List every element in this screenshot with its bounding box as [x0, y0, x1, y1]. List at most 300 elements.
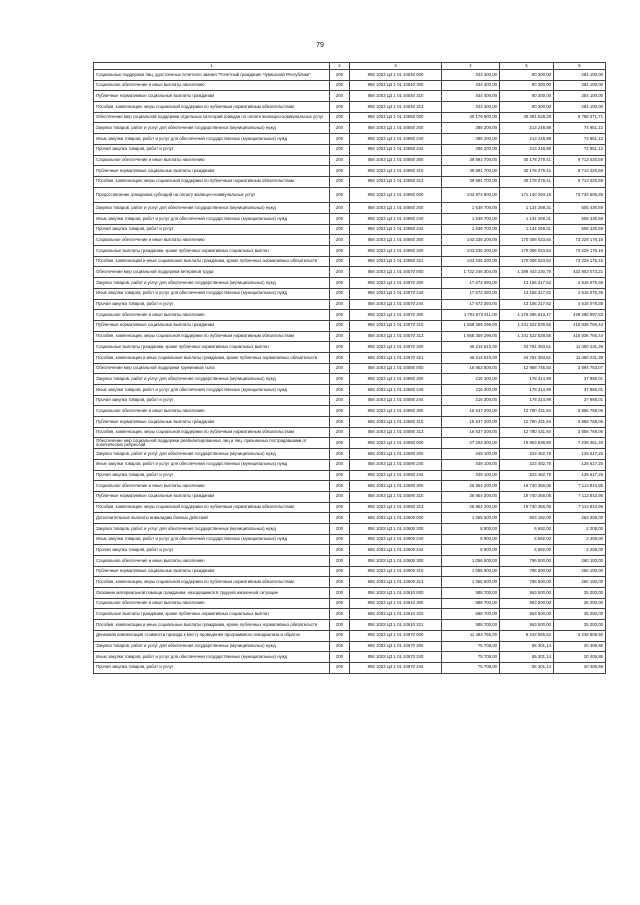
row-classification-code: 856 1003 Ц3 1 01 10560 300 [350, 235, 442, 246]
row-line-code: 200 [330, 363, 350, 374]
row-approved-amount: 588 700,00 [442, 620, 500, 631]
row-unexecuted-amount: 3 856 768,06 [554, 406, 606, 417]
row-description: Закупка товаров, работ и услуг для обеспечения государственных (муниципальных) нужд [94, 203, 330, 214]
row-unexecuted-amount: 4 516 075,38 [554, 299, 606, 310]
table-row [94, 459, 606, 470]
row-unexecuted-amount: 11 450 231,39 [554, 352, 606, 363]
row-executed-amount: 6 692,00 [500, 534, 554, 545]
row-unexecuted-amount: 254 100,00 [554, 91, 606, 102]
table-row [94, 438, 606, 449]
row-unexecuted-amount: 25 200,00 [554, 588, 606, 599]
row-description: Обеспечение мер социальной поддержки отдельных категорий граждан по оплате жилищно-коммунальных услуг [94, 112, 330, 123]
row-unexecuted-amount: 3 856 768,06 [554, 427, 606, 438]
row-classification-code: 856 1003 Ц3 1 01 10560 320 [350, 246, 442, 257]
row-unexecuted-amount: 3 249 809,50 [554, 630, 606, 641]
row-executed-amount: 19 963 838,80 [500, 438, 554, 449]
row-description: Иные закупки товаров, работ и услуг для обеспечения государственных (муниципальных) нужд [94, 288, 330, 299]
row-line-code: 200 [330, 620, 350, 631]
row-classification-code: 856 1003 Ц3 1 01 10580 244 [350, 395, 442, 406]
row-executed-amount: 30 178 279,41 [500, 166, 554, 177]
row-approved-amount: 349 100,00 [442, 449, 500, 460]
table-row [94, 449, 606, 460]
row-approved-amount: 17 672 393,00 [442, 288, 500, 299]
row-unexecuted-amount: 125 617,25 [554, 449, 606, 460]
row-executed-amount: 8 233 956,52 [500, 630, 554, 641]
row-description: Публичные нормативные социальные выплаты гражданам [94, 491, 330, 502]
row-approved-amount: 1 056 600,00 [442, 577, 500, 588]
row-approved-amount: 1 065 500,00 [442, 513, 500, 524]
row-approved-amount: 46 214 615,00 [442, 352, 500, 363]
row-description: Пособия, компенсации, меры социальной поддержки по публичным нормативным обязательствам [94, 331, 330, 342]
row-executed-amount: 90 300,00 [500, 80, 554, 91]
row-line-code: 200 [330, 374, 350, 385]
table-row [94, 406, 606, 417]
row-classification-code: 856 1003 Ц3 1 01 10600 200 [350, 523, 442, 534]
row-approved-amount: 1 639 700,00 [442, 224, 500, 235]
row-unexecuted-amount: 260 100,00 [554, 566, 606, 577]
row-description: Прочая закупка товаров, работ и услуг [94, 395, 330, 406]
row-executed-amount: 171 140 293,15 [500, 187, 554, 203]
table-row [94, 513, 606, 524]
table-row [94, 534, 606, 545]
row-line-code: 200 [330, 502, 350, 513]
row-description: Пособия, компенсации, меры социальной поддержки по публичным нормативным обязательствам [94, 102, 330, 113]
row-unexecuted-amount: 11 450 231,39 [554, 342, 606, 353]
row-line-code: 200 [330, 102, 350, 113]
row-classification-code: 856 1003 Ц3 1 01 10540 310 [350, 91, 442, 102]
row-unexecuted-amount: 9 713 420,59 [554, 155, 606, 166]
row-executed-amount: 1 289 443 230,79 [500, 267, 554, 278]
row-unexecuted-amount: 416 836 766,44 [554, 320, 606, 331]
row-description: Прочая закупка товаров, работ и услуг [94, 470, 330, 481]
row-line-code: 200 [330, 246, 350, 257]
table-body [94, 70, 606, 674]
row-approved-amount: 75 708,00 [442, 641, 500, 652]
col-header-approved: 4 [442, 63, 500, 70]
row-classification-code: 856 1003 Ц3 1 01 10570 000 [350, 267, 442, 278]
table-row [94, 588, 606, 599]
table-row [94, 491, 606, 502]
row-executed-amount: 55 301,14 [500, 662, 554, 673]
row-unexecuted-amount: 254 100,00 [554, 102, 606, 113]
row-classification-code: 856 1003 Ц3 1 01 10600 000 [350, 513, 442, 524]
row-approved-amount: 349 100,00 [442, 459, 500, 470]
row-line-code: 200 [330, 534, 350, 545]
row-approved-amount: 26 854 200,00 [442, 491, 500, 502]
table-row [94, 481, 606, 492]
row-classification-code: 856 1003 Ц3 1 01 10670 244 [350, 662, 442, 673]
row-line-code: 200 [330, 176, 350, 187]
row-approved-amount: 244 874 800,00 [442, 187, 500, 203]
row-classification-code: 856 1003 Ц3 1 01 10670 240 [350, 652, 442, 663]
row-line-code: 200 [330, 144, 350, 155]
row-description: Социальное обеспечение и иные выплаты населению [94, 481, 330, 492]
row-unexecuted-amount: 74 951,12 [554, 134, 606, 145]
row-description: Социальное обеспечение и иные выплаты населению [94, 155, 330, 166]
row-description: Прочая закупка товаров, работ и услуг [94, 545, 330, 556]
row-executed-amount: 170 006 023,84 [500, 256, 554, 267]
row-line-code: 200 [330, 91, 350, 102]
row-executed-amount: 13 156 317,62 [500, 299, 554, 310]
row-description: Прочая закупка товаров, работ и услуг [94, 144, 330, 155]
row-unexecuted-amount: 505 430,69 [554, 214, 606, 225]
row-description: Пособия, компенсации, меры социальной поддержки по публичным нормативным обязательствам [94, 577, 330, 588]
page-number: 79 [316, 42, 324, 49]
row-classification-code: 856 1003 Ц3 1 01 10550 000 [350, 112, 442, 123]
table-row [94, 256, 606, 267]
row-approved-amount: 288 200,00 [442, 123, 500, 134]
table-row [94, 620, 606, 631]
row-unexecuted-amount: 3 894 753,07 [554, 363, 606, 374]
table-row [94, 267, 606, 278]
table-row [94, 123, 606, 134]
col-header-classification-code: 3 [350, 63, 442, 70]
row-executed-amount: 213 248,88 [500, 134, 554, 145]
row-description: Прочая закупка товаров, работ и услуг [94, 662, 330, 673]
row-line-code: 200 [330, 256, 350, 267]
row-line-code: 200 [330, 80, 350, 91]
row-approved-amount: 344 400,00 [442, 80, 500, 91]
row-approved-amount: 46 214 615,00 [442, 342, 500, 353]
row-description: Социальные поддержка лиц, удостоенных почетного звания "Почетный гражданин Чувашской Республики" [94, 70, 330, 81]
row-executed-amount: 19 740 356,05 [500, 491, 554, 502]
row-classification-code: 856 1003 Ц3 1 01 10540 313 [350, 102, 442, 113]
table-row [94, 187, 606, 203]
row-classification-code: 856 1003 Ц3 1 01 10550 313 [350, 176, 442, 187]
row-description: Иные закупки товаров, работ и услуг для обеспечения государственных (муниципальных) нужд [94, 459, 330, 470]
budget-execution-table [93, 62, 606, 674]
row-unexecuted-amount: 505 430,69 [554, 203, 606, 214]
row-line-code: 200 [330, 123, 350, 134]
table-row [94, 566, 606, 577]
row-description: Прочая закупка товаров, работ и услуг [94, 299, 330, 310]
row-description: Иные закупки товаров, работ и услуг для обеспечения государственных (муниципальных) нужд [94, 652, 330, 663]
row-description: Обеспечение мер социальной поддержки ветеранов труда [94, 267, 330, 278]
row-line-code: 200 [330, 523, 350, 534]
row-line-code: 200 [330, 134, 350, 145]
row-unexecuted-amount: 254 100,00 [554, 70, 606, 81]
row-classification-code: 856 1003 Ц3 1 01 10580 310 [350, 417, 442, 428]
table-row [94, 112, 606, 123]
row-classification-code: 856 1003 Ц3 1 01 10570 240 [350, 288, 442, 299]
table-row [94, 102, 606, 113]
row-description: Публичные нормативные социальные выплаты гражданам [94, 166, 330, 177]
row-classification-code: 856 1003 Ц3 1 01 10580 200 [350, 374, 442, 385]
row-unexecuted-amount: 7 113 843,95 [554, 491, 606, 502]
row-executed-amount: 178 314,99 [500, 374, 554, 385]
row-description: Пособия, компенсации и иные социальные выплаты гражданам, кроме публичных нормативных обязательств [94, 256, 330, 267]
row-executed-amount: 34 764 383,61 [500, 352, 554, 363]
row-unexecuted-amount: 2 208,00 [554, 534, 606, 545]
row-line-code: 200 [330, 641, 350, 652]
row-description: Иные закупки товаров, работ и услуг для обеспечения государственных (муниципальных) нужд [94, 385, 330, 396]
row-executed-amount: 12 780 431,94 [500, 427, 554, 438]
table-row [94, 609, 606, 620]
row-description: Социальное обеспечение и иные выплаты населению [94, 406, 330, 417]
row-line-code: 200 [330, 166, 350, 177]
row-description: Обеспечение мер социальной поддержки реабилитированных лиц и лиц, признанных пострадавшими от политических репрессий [94, 438, 330, 449]
row-classification-code: 856 1003 Ц3 1 01 10550 300 [350, 155, 442, 166]
row-classification-code: 856 1003 Ц3 1 01 10610 000 [350, 588, 442, 599]
row-unexecuted-amount: 7 239 461,20 [554, 438, 606, 449]
row-executed-amount: 796 500,00 [500, 566, 554, 577]
row-line-code: 200 [330, 70, 350, 81]
row-approved-amount: 288 200,00 [442, 144, 500, 155]
table-row [94, 299, 606, 310]
row-classification-code: 856 1003 Ц3 1 01 10550 240 [350, 134, 442, 145]
row-line-code: 200 [330, 352, 350, 363]
col-header-line-code: 2 [330, 63, 350, 70]
row-approved-amount: 27 203 300,00 [442, 438, 500, 449]
row-unexecuted-amount: 73 229 176,16 [554, 246, 606, 257]
row-line-code: 200 [330, 224, 350, 235]
row-unexecuted-amount: 20 406,86 [554, 662, 606, 673]
row-approved-amount: 216 300,00 [442, 374, 500, 385]
row-line-code: 200 [330, 662, 350, 673]
row-executed-amount: 90 300,00 [500, 91, 554, 102]
row-executed-amount: 223 482,75 [500, 459, 554, 470]
row-approved-amount: 588 700,00 [442, 588, 500, 599]
table-row [94, 652, 606, 663]
row-line-code: 200 [330, 342, 350, 353]
row-line-code: 200 [330, 556, 350, 567]
row-line-code: 200 [330, 112, 350, 123]
row-line-code: 200 [330, 267, 350, 278]
row-description: Социальные выплаты гражданам, кроме публичных нормативных социальных выплат [94, 246, 330, 257]
row-approved-amount: 39 891 700,00 [442, 155, 500, 166]
row-approved-amount: 1 056 600,00 [442, 556, 500, 567]
row-description: Пособия, компенсации, меры социальной поддержки по публичным нормативным обязательствам [94, 176, 330, 187]
row-approved-amount: 243 235 200,00 [442, 246, 500, 257]
row-description: Социальные выплаты гражданам, кроме публичных нормативных социальных выплат [94, 609, 330, 620]
row-line-code: 200 [330, 203, 350, 214]
row-classification-code: 856 1003 Ц3 1 01 10600 300 [350, 556, 442, 567]
row-executed-amount: 12 958 746,93 [500, 363, 554, 374]
row-unexecuted-amount: 74 951,12 [554, 123, 606, 134]
row-line-code: 200 [330, 235, 350, 246]
row-executed-amount: 30 178 279,41 [500, 155, 554, 166]
row-unexecuted-amount: 505 430,69 [554, 224, 606, 235]
table-row [94, 352, 606, 363]
row-description: Предоставление гражданам субсидий на оплату жилищно-коммунальных услуг [94, 187, 330, 203]
row-approved-amount: 344 400,00 [442, 91, 500, 102]
col-header-description: 1 [94, 63, 330, 70]
table-row [94, 224, 606, 235]
row-line-code: 200 [330, 491, 350, 502]
row-unexecuted-amount: 254 100,00 [554, 80, 606, 91]
row-classification-code: 856 1003 Ц3 1 01 10570 321 [350, 352, 442, 363]
row-line-code: 200 [330, 481, 350, 492]
row-classification-code: 856 1003 Ц3 1 01 10580 300 [350, 406, 442, 417]
row-classification-code: 856 1003 Ц3 1 01 10570 244 [350, 299, 442, 310]
row-classification-code: 856 1003 Ц3 1 01 10590 240 [350, 459, 442, 470]
row-line-code: 200 [330, 278, 350, 289]
row-description: Социальное обеспечение и иные выплаты населению [94, 556, 330, 567]
table-row [94, 427, 606, 438]
row-executed-amount: 170 006 023,84 [500, 246, 554, 257]
row-classification-code: 856 1003 Ц3 1 01 10590 310 [350, 491, 442, 502]
row-approved-amount: 243 235 200,00 [442, 235, 500, 246]
row-line-code: 200 [330, 320, 350, 331]
row-unexecuted-amount: 73 734 506,85 [554, 187, 606, 203]
row-unexecuted-amount: 9 713 420,59 [554, 166, 606, 177]
row-line-code: 200 [330, 427, 350, 438]
row-description: Пособия, компенсации и иные социальные выплаты гражданам, кроме публичных нормативных обязательств [94, 352, 330, 363]
row-executed-amount: 13 156 317,62 [500, 288, 554, 299]
row-executed-amount: 30 391 528,29 [500, 112, 554, 123]
row-approved-amount: 1 639 700,00 [442, 214, 500, 225]
row-approved-amount: 1 056 600,00 [442, 566, 500, 577]
row-classification-code: 856 1003 Ц3 1 01 10570 310 [350, 320, 442, 331]
row-unexecuted-amount: 25 200,00 [554, 598, 606, 609]
row-classification-code: 856 1003 Ц3 1 01 10600 313 [350, 577, 442, 588]
row-executed-amount: 223 482,75 [500, 470, 554, 481]
row-approved-amount: 26 854 200,00 [442, 481, 500, 492]
row-approved-amount: 40 179 900,00 [442, 112, 500, 123]
table-row [94, 577, 606, 588]
table-row [94, 662, 606, 673]
row-description: Закупка товаров, работ и услуг для обеспечения государственных (муниципальных) нужд [94, 641, 330, 652]
row-approved-amount: 349 100,00 [442, 470, 500, 481]
row-classification-code: 856 1003 Ц3 1 01 10610 320 [350, 609, 442, 620]
row-classification-code: 856 1003 Ц3 1 01 10550 244 [350, 144, 442, 155]
row-classification-code: 856 1003 Ц3 1 01 10670 000 [350, 630, 442, 641]
row-description: Публичные нормативные социальные выплаты гражданам [94, 566, 330, 577]
table-row [94, 176, 606, 187]
row-executed-amount: 563 500,00 [500, 598, 554, 609]
row-classification-code: 856 1003 Ц3 1 01 10610 321 [350, 620, 442, 631]
row-approved-amount: 1 658 359 296,00 [442, 331, 500, 342]
row-unexecuted-amount: 4 516 075,38 [554, 278, 606, 289]
row-unexecuted-amount: 37 985,01 [554, 374, 606, 385]
row-description: Социальное обеспечение и иные выплаты населению [94, 80, 330, 91]
row-unexecuted-amount: 3 856 768,06 [554, 417, 606, 428]
row-line-code: 200 [330, 214, 350, 225]
row-unexecuted-amount: 262 308,00 [554, 513, 606, 524]
row-executed-amount: 178 314,99 [500, 385, 554, 396]
row-approved-amount: 8 900,00 [442, 523, 500, 534]
row-description: Закупка товаров, работ и услуг для обеспечения государственных (муниципальных) нужд [94, 123, 330, 134]
table-row [94, 246, 606, 257]
table-row [94, 470, 606, 481]
row-approved-amount: 588 700,00 [442, 598, 500, 609]
row-executed-amount: 796 500,00 [500, 556, 554, 567]
table-row [94, 556, 606, 567]
row-line-code: 200 [330, 598, 350, 609]
row-executed-amount: 90 300,00 [500, 102, 554, 113]
row-executed-amount: 19 740 356,05 [500, 481, 554, 492]
row-approved-amount: 39 891 700,00 [442, 176, 500, 187]
row-classification-code: 856 1003 Ц3 1 01 10580 000 [350, 363, 442, 374]
row-approved-amount: 588 700,00 [442, 609, 500, 620]
row-executed-amount: 12 780 431,94 [500, 417, 554, 428]
row-line-code: 200 [330, 513, 350, 524]
row-classification-code: 856 1003 Ц3 1 01 10560 321 [350, 256, 442, 267]
col-header-unexecuted: 6 [554, 63, 606, 70]
table-row [94, 641, 606, 652]
row-description: Закупка товаров, работ и услуг для обеспечения государственных (муниципальных) нужд [94, 523, 330, 534]
table-row [94, 134, 606, 145]
row-description: Обеспечение мер социальной поддержки тружеников тыла [94, 363, 330, 374]
row-classification-code: 856 1003 Ц3 1 01 10570 200 [350, 278, 442, 289]
row-unexecuted-amount: 9 713 420,59 [554, 176, 606, 187]
table-row [94, 342, 606, 353]
row-classification-code: 856 1003 Ц3 1 01 10600 310 [350, 566, 442, 577]
row-classification-code: 856 1003 Ц3 1 01 10600 244 [350, 545, 442, 556]
row-executed-amount: 803 192,00 [500, 513, 554, 524]
row-executed-amount: 6 692,00 [500, 545, 554, 556]
row-description: Иные закупки товаров, работ и услуг для обеспечения государственных (муниципальных) нужд [94, 134, 330, 145]
row-executed-amount: 1 134 269,31 [500, 214, 554, 225]
row-description: Оказание материальной помощи гражданам, находящимся в трудной жизненной ситуации [94, 588, 330, 599]
row-line-code: 200 [330, 566, 350, 577]
table-row [94, 630, 606, 641]
row-executed-amount: 6 692,00 [500, 523, 554, 534]
row-unexecuted-amount: 9 788 371,71 [554, 112, 606, 123]
row-description: Социальное обеспечение и иные выплаты населению [94, 235, 330, 246]
row-unexecuted-amount: 260 100,00 [554, 577, 606, 588]
row-description: Публичные нормативные социальные выплаты гражданам [94, 417, 330, 428]
row-line-code: 200 [330, 406, 350, 417]
row-description: Пособия, компенсации и иные социальные выплаты гражданам, кроме публичных нормативных обязательств [94, 620, 330, 631]
row-unexecuted-amount: 428 286 997,83 [554, 310, 606, 321]
row-line-code: 200 [330, 609, 350, 620]
table-row [94, 144, 606, 155]
row-line-code: 200 [330, 385, 350, 396]
row-line-code: 200 [330, 299, 350, 310]
row-classification-code: 856 1003 Ц3 1 01 10550 200 [350, 123, 442, 134]
col-header-executed: 5 [500, 63, 554, 70]
row-line-code: 200 [330, 449, 350, 460]
row-line-code: 200 [330, 630, 350, 641]
row-approved-amount: 1 639 700,00 [442, 203, 500, 214]
row-approved-amount: 11 483 766,00 [442, 630, 500, 641]
row-unexecuted-amount: 25 200,00 [554, 609, 606, 620]
row-approved-amount: 243 235 200,00 [442, 256, 500, 267]
row-classification-code: 856 1003 Ц3 1 01 10540 000 [350, 70, 442, 81]
table-row [94, 203, 606, 214]
row-unexecuted-amount: 20 406,86 [554, 652, 606, 663]
row-line-code: 200 [330, 545, 350, 556]
row-classification-code: 856 1003 Ц3 1 01 10590 244 [350, 470, 442, 481]
row-executed-amount: 563 500,00 [500, 588, 554, 599]
row-classification-code: 856 1003 Ц3 1 01 10590 300 [350, 481, 442, 492]
row-executed-amount: 55 301,14 [500, 641, 554, 652]
row-unexecuted-amount: 73 229 176,16 [554, 235, 606, 246]
row-unexecuted-amount: 2 208,00 [554, 523, 606, 534]
table-row [94, 166, 606, 177]
row-executed-amount: 213 248,88 [500, 123, 554, 134]
row-description: Закупка товаров, работ и услуг для обеспечения государственных (муниципальных) нужд [94, 449, 330, 460]
row-executed-amount: 1 134 269,31 [500, 203, 554, 214]
table-row [94, 70, 606, 81]
table-row [94, 235, 606, 246]
row-description: Иные закупки товаров, работ и услуг для обеспечения государственных (муниципальных) нужд [94, 214, 330, 225]
row-approved-amount: 8 900,00 [442, 545, 500, 556]
table-row [94, 523, 606, 534]
row-unexecuted-amount: 125 617,25 [554, 470, 606, 481]
row-description: Публичные нормативные социальные выплаты гражданам [94, 91, 330, 102]
table-row [94, 278, 606, 289]
row-line-code: 200 [330, 459, 350, 470]
row-approved-amount: 8 900,00 [442, 534, 500, 545]
row-description: Дополнительные выплаты инвалидам боевых действий [94, 513, 330, 524]
row-executed-amount: 1 241 522 529,56 [500, 331, 554, 342]
row-classification-code: 856 1003 Ц3 1 01 10600 240 [350, 534, 442, 545]
row-approved-amount: 17 672 393,00 [442, 299, 500, 310]
row-executed-amount: 13 156 317,62 [500, 278, 554, 289]
row-line-code: 200 [330, 395, 350, 406]
